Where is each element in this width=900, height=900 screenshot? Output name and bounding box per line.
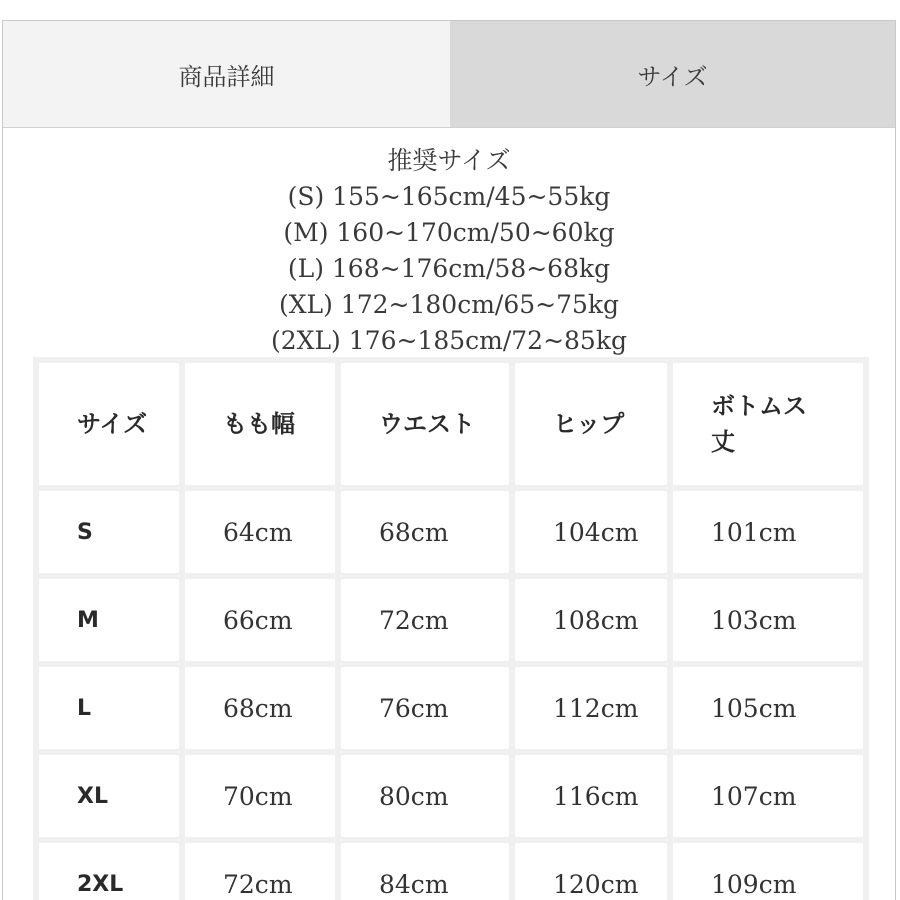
hip-cell: 108cm	[515, 579, 667, 661]
recommended-size-block	[3, 143, 895, 359]
table-header-row	[39, 363, 863, 485]
size-cell: S	[39, 491, 179, 573]
bottoms-length-cell: 103cm	[673, 579, 863, 661]
thigh-width-cell: 70cm	[185, 755, 335, 837]
size-cell: M	[39, 579, 179, 661]
bottoms-length-cell: 101cm	[673, 491, 863, 573]
recommended-size-line: (XL) 172~180cm/65~75kg	[278, 290, 620, 319]
waist-cell: 68cm	[341, 491, 509, 573]
size-cell: 2XL	[39, 843, 179, 900]
thigh-width-cell: 68cm	[185, 667, 335, 749]
size-chart-table	[33, 357, 869, 900]
waist-cell: 80cm	[341, 755, 509, 837]
table-row	[39, 579, 863, 661]
table-row	[39, 667, 863, 749]
recommended-size-title: 推奨サイズ	[387, 146, 511, 175]
tab-size[interactable]	[450, 21, 895, 127]
product-panel	[2, 20, 896, 900]
recommended-size-line: (L) 168~176cm/58~68kg	[287, 254, 611, 283]
header-hip: ヒップ	[515, 363, 667, 485]
table-row	[39, 755, 863, 837]
bottoms-length-cell: 105cm	[673, 667, 863, 749]
tab-product-details[interactable]	[3, 21, 450, 127]
hip-cell: 116cm	[515, 755, 667, 837]
size-cell: XL	[39, 755, 179, 837]
recommended-size-line: (2XL) 176~185cm/72~85kg	[271, 326, 627, 355]
tab-bar	[3, 21, 895, 128]
waist-cell: 84cm	[341, 843, 509, 900]
bottoms-length-cell: 109cm	[673, 843, 863, 900]
tab-product-details-label: 商品詳細	[178, 62, 275, 91]
recommended-size-line: (S) 155~165cm/45~55kg	[287, 182, 611, 211]
table-row	[39, 491, 863, 573]
hip-cell: 112cm	[515, 667, 667, 749]
size-cell: L	[39, 667, 179, 749]
header-bottoms-length: ボトムス丈	[673, 363, 863, 485]
waist-cell: 76cm	[341, 667, 509, 749]
header-thigh-width: もも幅	[185, 363, 335, 485]
thigh-width-cell: 64cm	[185, 491, 335, 573]
table-row	[39, 843, 863, 900]
thigh-width-cell: 72cm	[185, 843, 335, 900]
hip-cell: 120cm	[515, 843, 667, 900]
header-waist: ウエスト	[341, 363, 509, 485]
thigh-width-cell: 66cm	[185, 579, 335, 661]
hip-cell: 104cm	[515, 491, 667, 573]
bottoms-length-cell: 107cm	[673, 755, 863, 837]
header-size: サイズ	[39, 363, 179, 485]
size-table-wrapper	[33, 357, 869, 900]
tab-size-label: サイズ	[637, 62, 708, 91]
recommended-size-line: (M) 160~170cm/50~60kg	[283, 218, 615, 247]
waist-cell: 72cm	[341, 579, 509, 661]
